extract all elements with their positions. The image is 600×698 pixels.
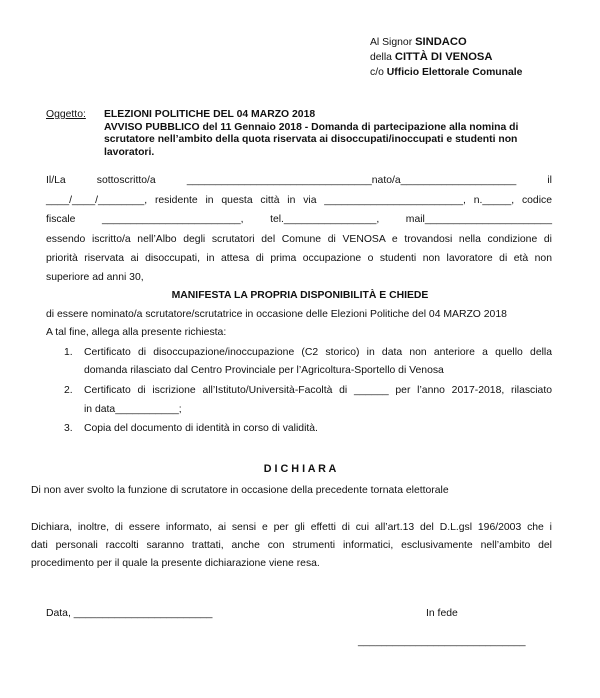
manifesta-line-2: A tal fine, allega alla presente richiesta: (46, 327, 227, 338)
dichiara-line-1: Di non aver svolto la funzione di scrutatore in occasione della precedente tornata elettorale (31, 485, 449, 496)
attachment-1-line-2: domanda rilasciato dal Centro Provinciale per l’Agricoltura-Sportello di Venosa (84, 365, 444, 376)
attachment-1-line-1: Certificato di disoccupazione/inoccupazione (C2 storico) in data non anteriore a quello della (84, 347, 552, 358)
recipient-line-3 (370, 67, 522, 78)
attachment-1-number: 1. (64, 347, 73, 358)
recipient-prefix: c/o (370, 67, 384, 78)
in-fede-label: In fede (426, 608, 458, 619)
signature-line: _____________________________ (358, 636, 526, 647)
form-line-condition-3: superiore ad anni 30, (46, 272, 144, 283)
subject-label: Oggetto: (46, 109, 86, 120)
privacy-line-3: procedimento per il quale la presente dichiarazione viene resa. (31, 558, 320, 569)
subject-line-4: lavoratori. (104, 147, 155, 158)
privacy-line-2: dati personali raccolti saranno trattati, anche con strumenti informatici, esclusivamente nell’ambito del (31, 540, 552, 551)
recipient-prefix: Al Signor (370, 37, 413, 48)
dichiara-heading: D I C H I A R A (263, 463, 337, 475)
attachment-3-line-1: Copia del documento di identità in corso di validità. (84, 423, 318, 434)
subject-line-3: scrutatore nell’ambito della quota riservata ai disoccupati/inoccupati e studenti non (104, 134, 518, 145)
attachment-3-number: 3. (64, 423, 73, 434)
recipient-line-1 (370, 36, 467, 48)
date-field: Data, ________________________ (46, 608, 213, 619)
manifesta-line-1: di essere nominato/a scrutatore/scrutatrice in occasione delle Elezioni Politiche del 04 MARZO 2018 (46, 309, 507, 320)
recipient-prefix: della (370, 52, 392, 63)
subject-line-2: AVVISO PUBBLICO del 11 Gennaio 2018 - Domanda di partecipazione alla nomina di (104, 122, 519, 133)
attachment-2-number: 2. (64, 385, 73, 396)
form-line-name: Il/La sottoscritto/a ________________________________nato/a____________________ il (46, 175, 552, 186)
form-line-condition-1: essendo iscritto/a nell’Albo degli scrutatori del Comune di VENOSA e trovandosi nella condizione di (46, 234, 552, 245)
attachment-2-line-1: Certificato di iscrizione all’Istituto/Università-Facoltà di ______ per l’anno 2017-2018, rilasciato (84, 385, 552, 396)
form-line-condition-2: priorità riservata ai disoccupati, in attesa di prima occupazione o studenti non lavoratore di età non (46, 253, 552, 264)
attachment-2-line-2: in data___________; (84, 404, 182, 415)
recipient-office: Ufficio Elettorale Comunale (386, 67, 523, 78)
recipient-city: CITTÀ DI VENOSA (394, 51, 493, 63)
subject-line-1: ELEZIONI POLITICHE DEL 04 MARZO 2018 (104, 109, 316, 120)
recipient-line-2 (370, 51, 492, 63)
manifesta-heading: MANIFESTA LA PROPRIA DISPONIBILITÀ E CHIEDE (171, 290, 429, 301)
privacy-line-1: Dichiara, inoltre, di essere informato, ai sensi e per gli effetti di cui all’art.13 del D.L.gsl 196/2003 che i (31, 522, 552, 533)
form-line-address: ____/____/________, residente in questa città in via ________________________, n._____, codice (46, 195, 552, 206)
recipient-title: SINDACO (415, 36, 467, 48)
form-line-fiscal: fiscale ________________________, tel.________________, mail______________________ (46, 214, 552, 225)
